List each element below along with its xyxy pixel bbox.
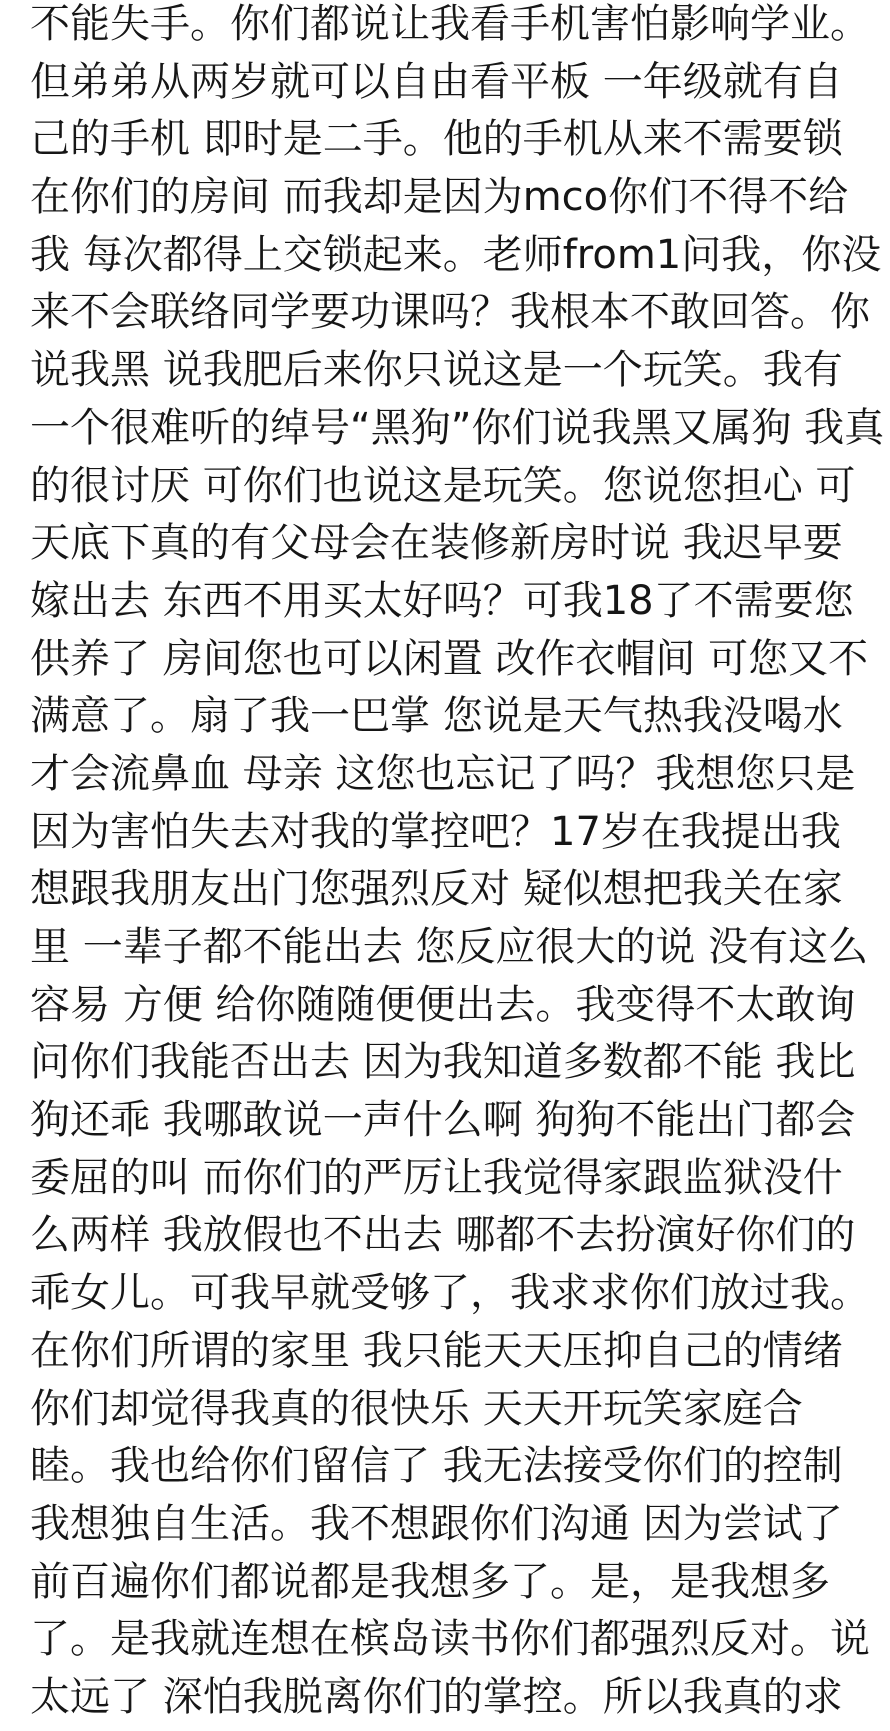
text-line: 前百遍你们都说都是我想多了。是，是我想多	[30, 1558, 830, 1605]
text-line: 问你们我能否出去 因为我知道多数都不能 我比	[30, 1039, 856, 1086]
text-line: 满意了。扇了我一巴掌 您说是天气热我没喝水	[30, 693, 843, 740]
text-line: 在你们所谓的家里 我只能天天压抑自己的情绪	[30, 1327, 843, 1374]
text-line: 容易 方便 给你随随便便出去。我变得不太敢询	[30, 981, 856, 1028]
text-line: 狗还乖 我哪敢说一声什么啊 狗狗不能出门都会	[30, 1097, 856, 1144]
text-line: 我想独自生活。我不想跟你们沟通 因为尝试了	[30, 1500, 843, 1547]
text-line: 因为害怕失去对我的掌控吧？17岁在我提出我	[30, 808, 841, 855]
text-line: 你们却觉得我真的很快乐 天天开玩笑家庭合	[30, 1385, 803, 1432]
text-line: 一个很难听的绰号“黑狗”你们说我黑又属狗 我真	[30, 404, 885, 451]
text-line: 说我黑 说我肥后来你只说这是一个玩笑。我有	[30, 347, 843, 394]
text-line: 供养了 房间您也可以闲置 改作衣帽间 可您又不	[30, 635, 869, 682]
text-line: 了。是我就连想在槟岛读书你们都强烈反对。说	[30, 1616, 870, 1663]
text-line: 么两样 我放假也不出去 哪都不去扮演好你们的	[30, 1212, 856, 1259]
text-line: 不能失手。你们都说让我看手机害怕影响学业。	[30, 1, 870, 47]
text-line: 在你们的房间 而我却是因为mco你们不得不给	[30, 174, 849, 221]
text-line: 但弟弟从两岁就可以自由看平板 一年级就有自	[30, 58, 843, 105]
text-line: 我 每次都得上交锁起来。老师from1问我，你没	[30, 231, 882, 278]
text-line: 太远了 深怕我脱离你们的掌控。所以我真的求	[30, 1673, 843, 1720]
text-line: 乖女儿。可我早就受够了，我求求你们放过我。	[30, 1270, 870, 1317]
text-line: 委屈的叫 而你们的严厉让我觉得家跟监狱没什	[30, 1154, 843, 1201]
text-line: 里 一辈子都不能出去 您反应很大的说 没有这么	[30, 924, 869, 970]
text-line: 的很讨厌 可你们也说这是玩笑。您说您担心 可	[30, 462, 856, 509]
text-line: 己的手机 即时是二手。他的手机从来不需要锁	[30, 116, 843, 163]
text-line: 睦。我也给你们留信了 我无法接受你们的控制	[30, 1443, 843, 1490]
text-line: 嫁出去 东西不用买太好吗？可我18了不需要您	[30, 577, 854, 624]
text-line: 来不会联络同学要功课吗？我根本不敢回答。你	[30, 289, 870, 336]
text-line: 天底下真的有父母会在装修新房时说 我迟早要	[30, 520, 843, 567]
text-line: 想跟我朋友出门您强烈反对 疑似想把我关在家	[30, 866, 843, 913]
text-line: 才会流鼻血 母亲 这您也忘记了吗？我想您只是	[30, 750, 856, 797]
